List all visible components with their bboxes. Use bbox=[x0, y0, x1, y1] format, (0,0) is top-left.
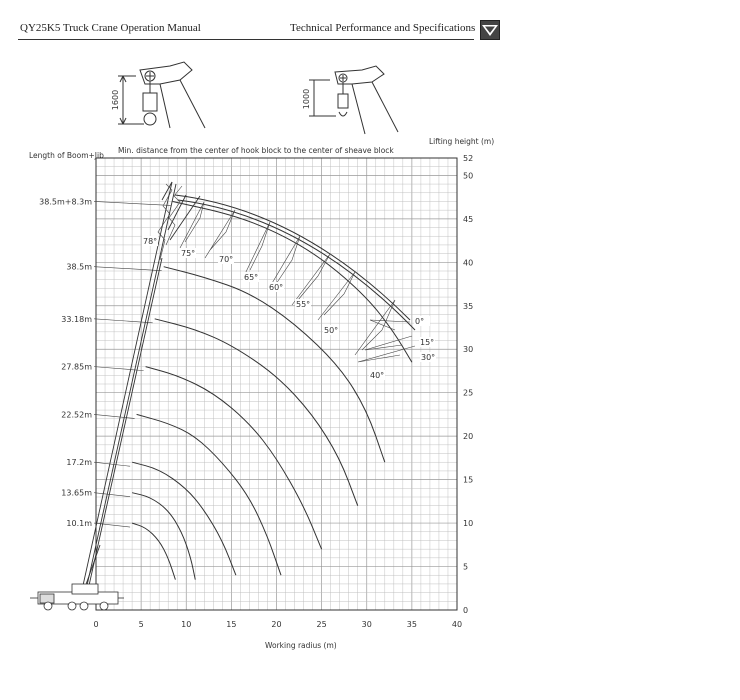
boom-angle-label: 75° bbox=[181, 249, 196, 258]
x-tick-label: 25 bbox=[316, 620, 327, 629]
jib-offset-label: 0° bbox=[415, 317, 425, 326]
boom-length-label: 38.5m+8.3m bbox=[39, 197, 92, 207]
boom-label-leader bbox=[94, 267, 162, 271]
boom-length-label: 22.52m bbox=[61, 410, 92, 420]
hook-detail-right bbox=[309, 66, 398, 134]
y-tick-label: 0 bbox=[463, 606, 469, 615]
y-tick-labels bbox=[463, 154, 473, 615]
boom-angle-label: 40° bbox=[370, 371, 385, 380]
x-tick-label: 20 bbox=[271, 620, 282, 629]
jib-offset-label: 15° bbox=[420, 338, 435, 347]
y-tick-label: 45 bbox=[463, 214, 474, 224]
boom-length-label: 17.2m bbox=[66, 458, 92, 468]
y-tick-label: 35 bbox=[463, 301, 474, 311]
y-tick-label: 15 bbox=[463, 475, 474, 485]
right-axis-title: Lifting height (m) bbox=[429, 137, 495, 146]
section-title: Technical Performance and Specifications bbox=[290, 22, 476, 34]
boom-label-leader bbox=[94, 319, 153, 323]
lifting-curve bbox=[137, 414, 281, 575]
boom-label-leader bbox=[94, 493, 130, 497]
chart-caption: Min. distance from the center of hook block to the center of sheave block bbox=[118, 146, 394, 155]
hook-detail-left bbox=[118, 62, 205, 128]
boom-angle-label: 65° bbox=[244, 273, 259, 282]
boom-angle-label: 78° bbox=[143, 237, 158, 246]
x-tick-label: 0 bbox=[93, 620, 99, 629]
x-tick-label: 35 bbox=[406, 620, 417, 629]
jib-tip-envelope bbox=[175, 195, 410, 320]
x-tick-labels bbox=[93, 620, 462, 629]
x-tick-label: 5 bbox=[138, 620, 144, 629]
hook-left-dimension: 1600 bbox=[111, 89, 120, 111]
boom-label-leader bbox=[94, 367, 144, 371]
boom-length-label: 10.1m bbox=[66, 519, 92, 529]
x-tick-label: 15 bbox=[226, 620, 237, 629]
jib-tip-envelope-inner bbox=[178, 200, 415, 330]
x-axis-title: Working radius (m) bbox=[265, 641, 337, 650]
y-tick-label: 52 bbox=[463, 154, 474, 163]
boom-length-label: 27.85m bbox=[61, 362, 92, 372]
boom-angle-label: 60° bbox=[269, 283, 284, 292]
boom-angle-label: 50° bbox=[324, 326, 339, 335]
y-tick-label: 50 bbox=[463, 171, 474, 181]
jib-offset-label: 30° bbox=[421, 353, 436, 362]
left-axis-title: Length of Boom+Jib bbox=[29, 151, 104, 160]
hook-right-dimension: 1000 bbox=[302, 88, 311, 110]
y-tick-label: 40 bbox=[463, 258, 474, 268]
boom-angle-label: 70° bbox=[219, 255, 234, 264]
boom-length-label: 13.65m bbox=[61, 488, 92, 498]
x-tick-label: 40 bbox=[451, 620, 463, 629]
boom-label-leader bbox=[94, 523, 130, 527]
boom-label-leader bbox=[94, 462, 130, 466]
x-tick-label: 10 bbox=[181, 620, 192, 629]
chart-grid bbox=[96, 158, 457, 610]
boom-length-label: 38.5m bbox=[66, 262, 92, 272]
lifting-curve bbox=[146, 367, 322, 550]
crane-truck bbox=[30, 584, 124, 610]
lifting-curve bbox=[132, 462, 236, 575]
boom-label-leader bbox=[94, 414, 135, 418]
boom-angle-label: 55° bbox=[296, 300, 311, 309]
y-tick-label: 5 bbox=[463, 562, 469, 572]
lifting-curve bbox=[155, 319, 358, 506]
lifting-curve bbox=[164, 267, 385, 463]
y-tick-label: 10 bbox=[463, 519, 474, 529]
y-tick-label: 20 bbox=[463, 432, 474, 442]
y-tick-label: 25 bbox=[463, 388, 474, 398]
manual-title: QY25K5 Truck Crane Operation Manual bbox=[20, 22, 201, 34]
boom-length-label: 33.18m bbox=[61, 314, 92, 324]
lifting-curve bbox=[173, 202, 412, 363]
x-tick-label: 30 bbox=[361, 620, 372, 629]
y-tick-label: 30 bbox=[463, 345, 474, 355]
